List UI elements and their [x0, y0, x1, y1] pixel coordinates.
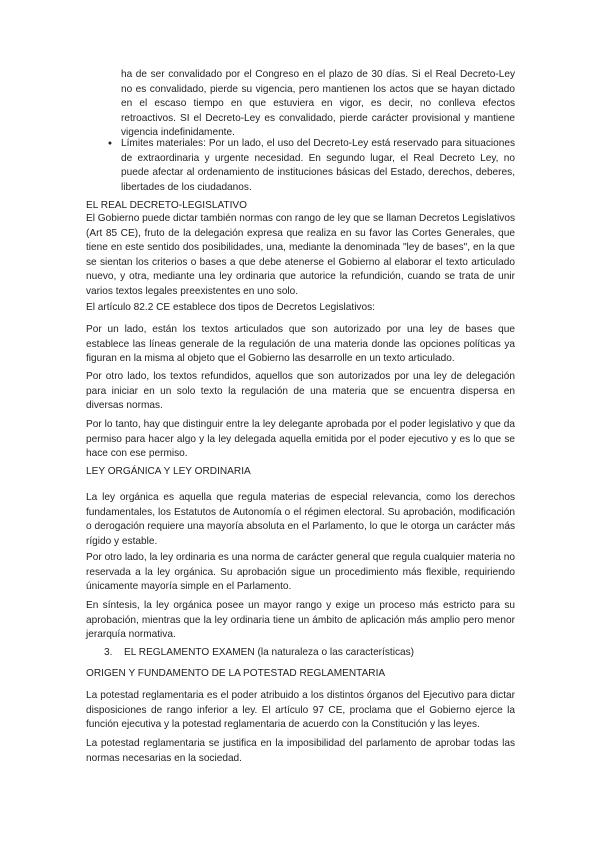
- paragraph-textos-articulados: Por un lado, están los textos articulados que son autorizado por una ley de bases que establece las líneas generale de la regulación de una materia donde las opciones políticas ya figuran en la misma al objeto que el Gobierno las desarrolle en un texto articulado.: [86, 324, 515, 365]
- paragraph-decretos-legislativos: El Gobierno puede dictar también normas con rango de ley que se llaman Decretos Legislativos (Art 85 CE), fruto de la delegación expresa que realiza en su favor las Cortes Generales, que tiene en este sentido dos posibilidades, una, mediante la denominada "ley de bases", en la que se sientan los criterios o bases a que debe atenerse el Gobierno al elaborar el texto articulado nuevo, y otra, mediante una ley ordinaria que autorice la refundición, cuando se trata de unir varios textos legales preexistentes en uno solo.: [86, 213, 515, 297]
- numbered-heading-number: 3.: [104, 647, 113, 658]
- paragraph-justificacion: La potestad reglamentaria se justifica en la imposibilidad del parlamento de aprobar todas las normas necesarias en la sociedad.: [86, 738, 515, 764]
- paragraph-textos-refundidos: Por otro lado, los textos refundidos, aquellos que son autorizados por una ley de delegación para iniciar en un solo texto la regulación de una materia que se encuentra dispersa en diversas normas.: [86, 371, 515, 412]
- paragraph-ley-delegante: Por lo tanto, hay que distinguir entre la ley delegante aprobada por el poder legislativo y que da permiso para hacer algo y la ley delegada aquella emitida por el poder ejecutivo y es lo que se hace con ese permiso.: [86, 419, 515, 460]
- numbered-heading-reglamento: [104, 646, 414, 661]
- paragraph-sintesis: En síntesis, la ley orgánica posee un mayor rango y exige un proceso más estricto para su aprobación, mientras que la ley ordinaria tiene un ámbito de aplicación más amplio pero menor jerarquía normativa.: [86, 600, 515, 641]
- bullet-icon: ●: [107, 140, 113, 147]
- paragraph-ley-organica: La ley orgánica es aquella que regula materias de especial relevancia, como los derechos fundamentales, los Estatutos de Autonomía o el régimen electoral. Su aprobación, modificación o derogación requiere una mayoría absoluta en el Parlamento, lo que le otorga un carácter más rígido y estable.: [86, 492, 515, 547]
- paragraph-articulo-82: El artículo 82.2 CE establece dos tipos de Decretos Legislativos:: [86, 302, 375, 313]
- heading-real-decreto-legislativo: EL REAL DECRETO-LEGISLATIVO: [86, 200, 247, 211]
- heading-potestad-reglamentaria: ORIGEN Y FUNDAMENTO DE LA POTESTAD REGLAMENTARIA: [86, 668, 386, 679]
- paragraph-convalidation: ha de ser convalidado por el Congreso en el plazo de 30 días. Si el Real Decreto-Ley no es convalidado, pierde su vigencia, pero mantienen los actos que se hayan dictado en el escaso tiempo en que estuviera en vigor, es decir, no conlleva efectos retroactivos. SI el Decreto-Ley es convalidado, pierde carácter provisional y mantiene vigencia indefinidamente.: [121, 69, 515, 139]
- paragraph-ley-ordinaria: Por otro lado, la ley ordinaria es una norma de carácter general que regula cualquier materia no reservada a la ley orgánica. Su aprobación sigue un procedimiento más flexible, requiriendo únicamente mayoría simple en el Parlamento.: [86, 552, 515, 593]
- heading-ley-organica-ordinaria: LEY ORGÁNICA Y LEY ORDINARIA: [86, 466, 251, 477]
- paragraph-potestad-reglamentaria: La potestad reglamentaria es el poder atribuido a los distintos órganos del Ejecutivo para dictar disposiciones de rango inferior a ley. El artículo 97 CE, proclama que el Gobierno ejerce la función ejecutiva y la potestad reglamentaria de acuerdo con la Constitución y las leyes.: [86, 690, 515, 731]
- numbered-heading-title: EL REGLAMENTO EXAMEN (la naturaleza o las características): [124, 647, 415, 658]
- bullet-text: Límites materiales: Por un lado, el uso del Decreto-Ley está reservado para situaciones de extraordinaria y urgente necesidad. En segundo lugar, el Real Decreto Ley, no puede afectar al ordenamiento de instituciones básicas del Estado, derechos, deberes, libertades de los ciudadanos.: [121, 138, 515, 193]
